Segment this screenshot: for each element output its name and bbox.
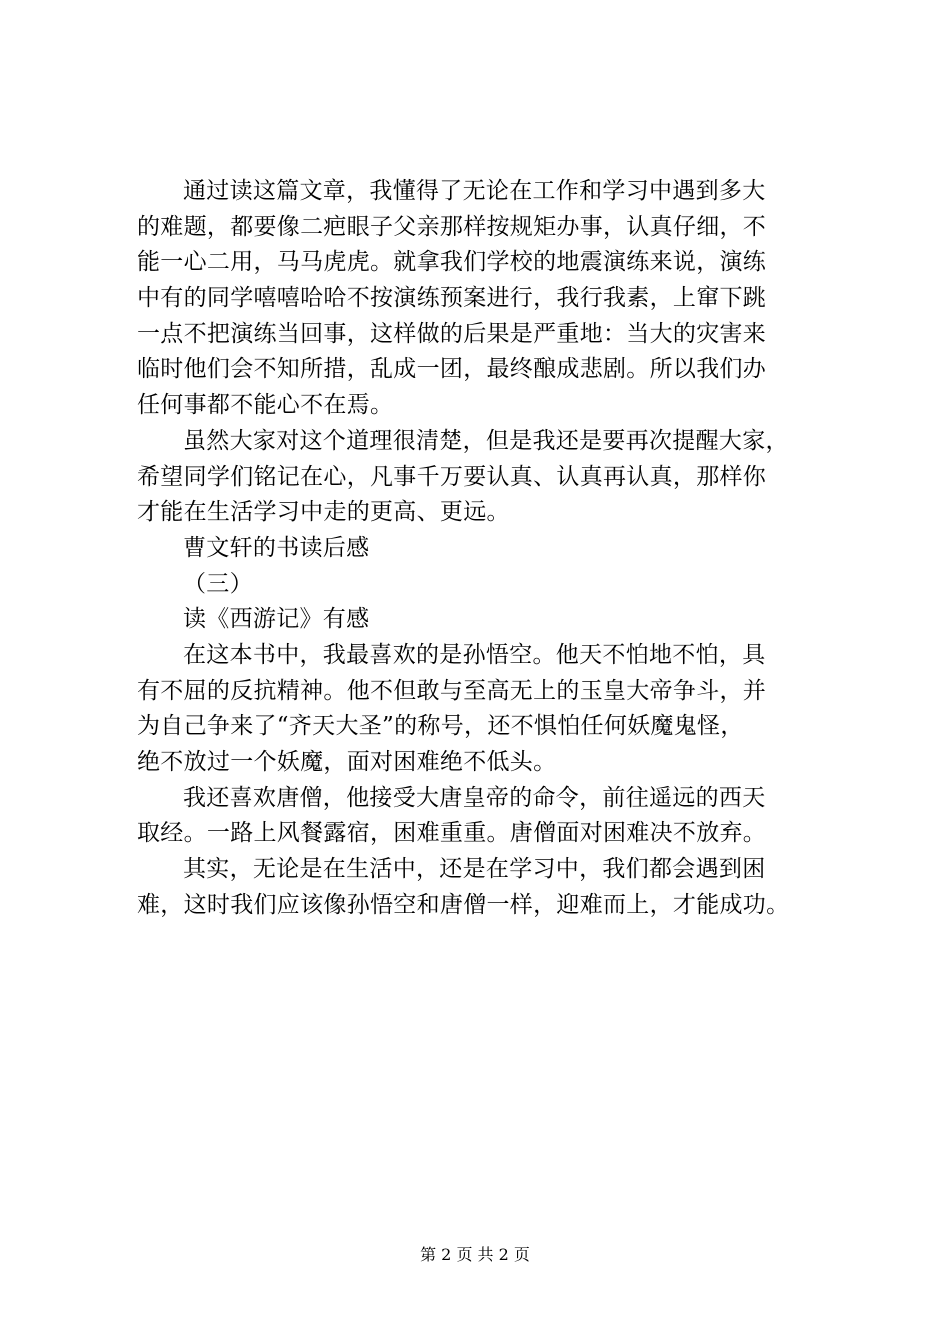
text-line: 我还喜欢唐僧，他接受大唐皇帝的命令，前往遥远的西天 bbox=[183, 784, 766, 811]
text-line: 虽然大家对这个道理很清楚，但是我还是要再次提醒大家， bbox=[183, 427, 789, 454]
text-line: 的难题，都要像二疤眼子父亲那样按规矩办事，认真仔细，不 bbox=[137, 213, 767, 240]
page-footer: 第 2 页 共 2 页 bbox=[420, 1245, 530, 1264]
document-body bbox=[137, 174, 837, 923]
text-line: 曹文轩的书读后感 bbox=[183, 534, 370, 561]
text-line: 其实，无论是在生活中，还是在学习中，我们都会遇到困 bbox=[183, 856, 766, 883]
text-line: 难，这时我们应该像孙悟空和唐僧一样，迎难而上，才能成功。 bbox=[137, 891, 790, 918]
text-line: 取经。一路上风餐露宿，困难重重。唐僧面对困难决不放弃。 bbox=[137, 820, 767, 847]
text-line: 中有的同学嘻嘻哈哈不按演练预案进行，我行我素，上窜下跳 bbox=[137, 285, 767, 312]
text-line: 任何事都不能心不在焉。 bbox=[137, 392, 394, 419]
text-line: 为自己争来了“齐天大圣”的称号，还不惧怕任何妖魔鬼怪， bbox=[137, 713, 744, 740]
text-line: （三） bbox=[183, 570, 253, 597]
text-line: 读《西游记》有感 bbox=[183, 606, 370, 633]
text-line: 在这本书中，我最喜欢的是孙悟空。他天不怕地不怕，具 bbox=[183, 641, 766, 668]
text-line: 临时他们会不知所措，乱成一团，最终酿成悲剧。所以我们办 bbox=[137, 356, 767, 383]
text-line: 有不屈的反抗精神。他不但敢与至高无上的玉皇大帝争斗，并 bbox=[137, 677, 767, 704]
text-line: 通过读这篇文章，我懂得了无论在工作和学习中遇到多大 bbox=[183, 178, 766, 204]
text-line: 才能在生活学习中走的更高、更远。 bbox=[137, 499, 510, 526]
text-line: 绝不放过一个妖魔，面对困难绝不低头。 bbox=[137, 749, 557, 775]
text-line: 希望同学们铭记在心，凡事千万要认真、认真再认真，那样你 bbox=[137, 463, 767, 490]
text-line: 能一心二用，马马虎虎。就拿我们学校的地震演练来说，演练 bbox=[137, 249, 767, 276]
text-line: 一点不把演练当回事，这样做的后果是严重地：当大的灾害来 bbox=[137, 320, 767, 347]
